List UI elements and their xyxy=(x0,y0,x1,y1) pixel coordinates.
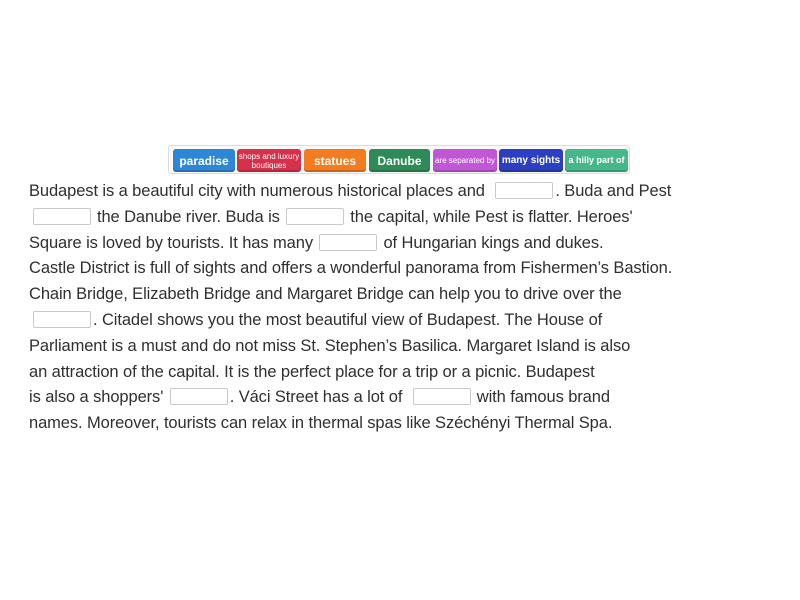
passage-text: the capital, while Pest is flatter. Heroes' xyxy=(350,207,633,226)
passage-text: with famous brand xyxy=(476,388,610,407)
drop-slot-2[interactable] xyxy=(33,208,91,225)
drop-slot-1[interactable] xyxy=(495,182,553,199)
word-chip-danube[interactable] xyxy=(369,149,430,172)
passage-text: an attraction of the capital. It is the perfect place for a trip or a picnic. Budapest xyxy=(29,362,595,381)
drop-slot-7[interactable] xyxy=(413,388,471,405)
passage-line xyxy=(29,411,789,437)
passage-text: . Buda and Pest xyxy=(555,182,672,200)
passage xyxy=(29,179,789,437)
passage-line xyxy=(29,179,789,205)
drop-slot-5[interactable] xyxy=(33,311,91,328)
passage-text: Chain Bridge, Elizabeth Bridge and Margaret Bridge can help you to drive over the xyxy=(29,285,622,304)
chip-label: Danube xyxy=(377,153,422,168)
passage-line xyxy=(29,308,789,334)
drop-slot-6[interactable] xyxy=(170,388,228,405)
passage-text: names. Moreover, tourists can relax in thermal spas like Széchényi Thermal Spa. xyxy=(29,414,613,433)
word-chip-shops-and-luxury-boutiques[interactable] xyxy=(237,149,301,172)
passage-text: Castle District is full of sights and offers a wonderful panorama from Fishermen’s Bastion. xyxy=(29,259,673,278)
passage-text: Parliament is a must and do not miss St. Stephen’s Basilica. Margaret Island is also xyxy=(29,336,631,355)
passage-line xyxy=(29,360,789,386)
passage-text: Square is loved by tourists. It has many xyxy=(29,233,313,252)
passage-line xyxy=(29,231,789,257)
passage-line xyxy=(29,334,789,360)
chip-label: paradise xyxy=(179,153,229,168)
word-chip-a-hilly-part-of[interactable] xyxy=(565,149,628,172)
word-chip-statues[interactable] xyxy=(304,149,366,172)
word-chip-are-separated-by[interactable] xyxy=(433,149,497,172)
passage-line xyxy=(29,205,789,231)
passage-line xyxy=(29,385,789,411)
passage-line xyxy=(29,256,789,282)
passage-text: is also a shoppers' xyxy=(29,388,164,407)
chip-label: a hilly part of xyxy=(568,155,625,165)
passage-text: Budapest is a beautiful city with numerous historical places and xyxy=(29,182,485,200)
passage-text: the Danube river. Buda is xyxy=(97,207,280,226)
passage-text: of Hungarian kings and dukes. xyxy=(383,233,604,252)
chip-label: many sights xyxy=(501,155,561,166)
word-chip-many-sights[interactable] xyxy=(499,149,563,172)
drop-slot-4[interactable] xyxy=(319,234,377,251)
word-bank xyxy=(168,145,630,174)
passage-line xyxy=(29,282,789,308)
passage-text: . Citadel shows you the most beautiful view of Budapest. The House of xyxy=(93,310,603,329)
word-chip-paradise[interactable] xyxy=(173,149,235,172)
chip-label: statues xyxy=(313,153,357,168)
passage-text: . Váci Street has a lot of xyxy=(229,388,403,407)
chip-label: are separated by xyxy=(434,156,496,165)
chip-label: shops and luxury boutiques xyxy=(238,151,300,170)
drop-slot-3[interactable] xyxy=(286,208,344,225)
